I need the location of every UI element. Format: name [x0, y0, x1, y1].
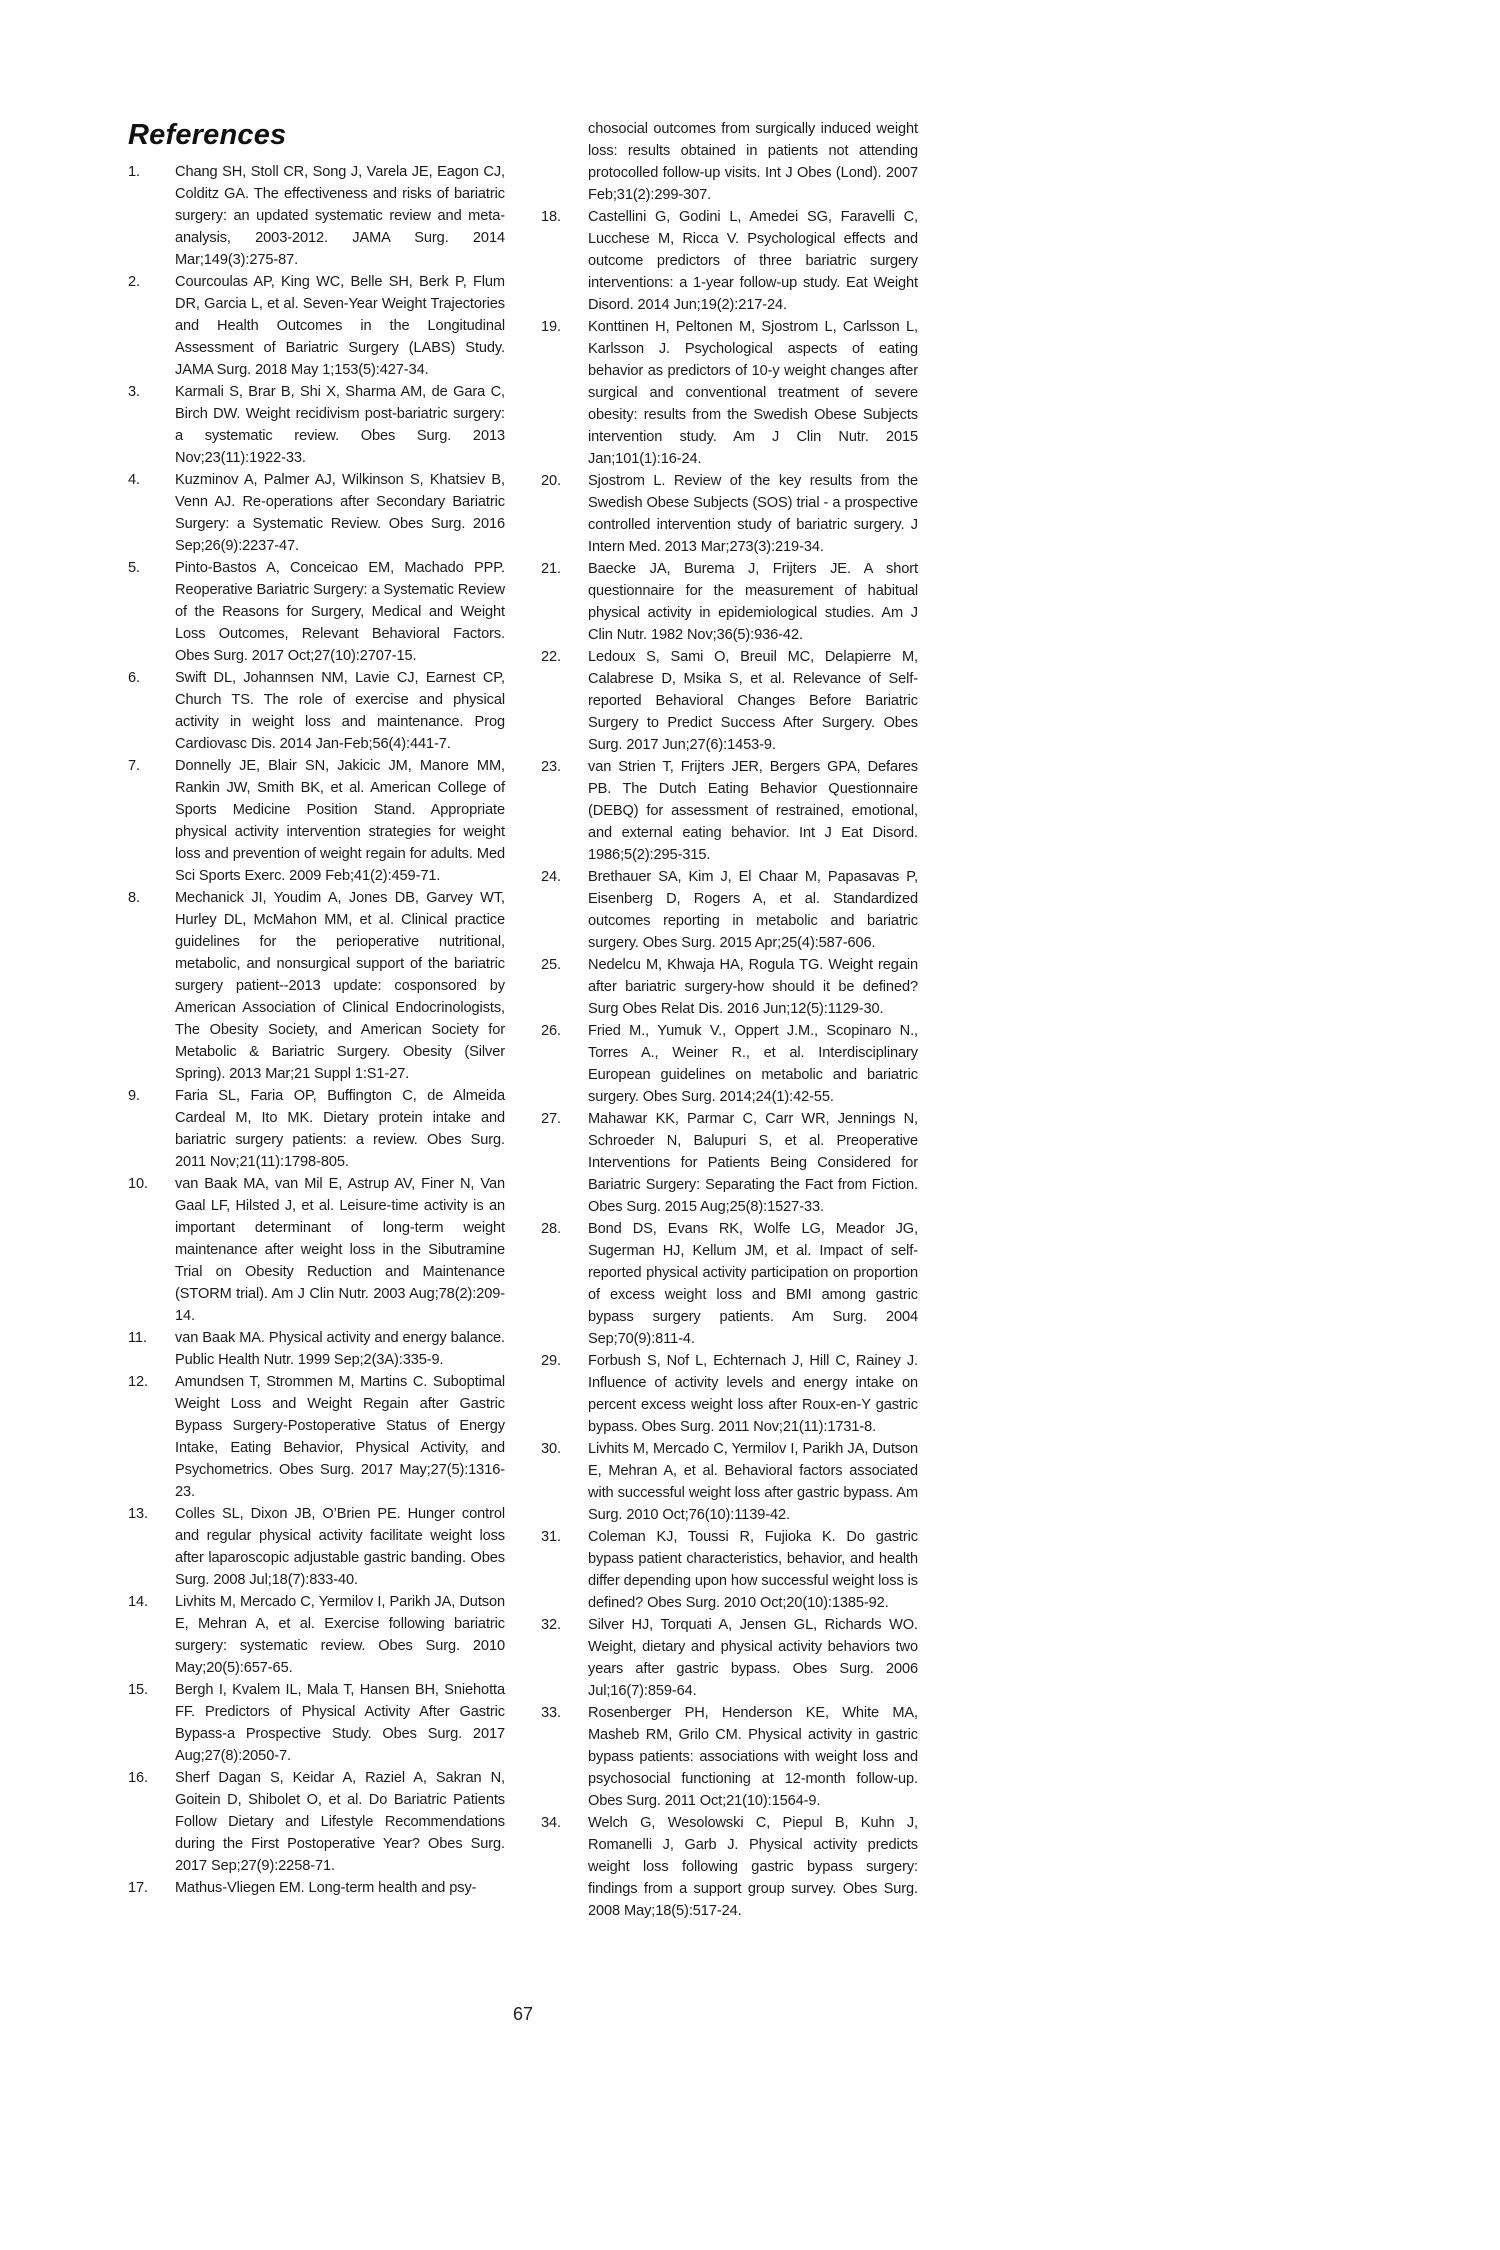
- reference-item: [541, 756, 918, 866]
- reference-item: [541, 1614, 918, 1702]
- reference-text: Konttinen H, Peltonen M, Sjostrom L, Carlsson L, Karlsson J. Psychological aspects of eating behavior as predictors of 10-y weight changes after surgical and conventional treatment of severe obesity: results from the Swedish Obese Subjects intervention study. Am J Clin Nutr. 2015 Jan;101(1):16-24.: [588, 319, 918, 467]
- reference-text: Forbush S, Nof L, Echternach J, Hill C, Rainey J. Influence of activity levels and energy intake on percent excess weight loss after Roux-en-Y gastric bypass. Obes Surg. 2011 Nov;21(11):1731-8.: [588, 1353, 918, 1435]
- reference-text: Rosenberger PH, Henderson KE, White MA, Masheb RM, Grilo CM. Physical activity in gastric bypass patients: associations with weight loss and psychosocial functioning at 12-month follow-up. Obes Surg. 2011 Oct;21(10):1564-9.: [588, 1705, 918, 1809]
- reference-number: 16.: [128, 1770, 148, 1786]
- reference-number: [541, 118, 588, 206]
- reference-number: 12.: [128, 1374, 148, 1390]
- reference-text: Coleman KJ, Toussi R, Fujioka K. Do gastric bypass patient characteristics, behavior, and health differ depending upon how successful weight loss is defined? Obes Surg. 2010 Oct;20(10):1385-92.: [588, 1529, 918, 1611]
- reference-text: Baecke JA, Burema J, Frijters JE. A short questionnaire for the measurement of habitual physical activity in epidemiological studies. Am J Clin Nutr. 1982 Nov;36(5):936-42.: [588, 561, 918, 643]
- reference-number: 7.: [128, 758, 140, 774]
- reference-number: 26.: [541, 1023, 561, 1039]
- reference-item: [128, 1877, 505, 1899]
- reference-text: Colles SL, Dixon JB, O’Brien PE. Hunger control and regular physical activity facilitate weight loss after laparoscopic adjustable gastric banding. Obes Surg. 2008 Jul;18(7):833-40.: [175, 1506, 505, 1588]
- reference-text: Amundsen T, Strommen M, Martins C. Suboptimal Weight Loss and Weight Regain after Gastric Bypass Surgery-Postoperative Status of Energy Intake, Eating Behavior, Physical Activity, and Psychometrics. Obes Surg. 2017 May;27(5):1316-23.: [175, 1374, 505, 1500]
- reference-text: Bergh I, Kvalem IL, Mala T, Hansen BH, Sniehotta FF. Predictors of Physical Activity After Gastric Bypass-a Prospective Study. Obes Surg. 2017 Aug;27(8):2050-7.: [175, 1682, 505, 1764]
- reference-number: 2.: [128, 274, 140, 290]
- reference-item: [128, 557, 505, 667]
- reference-number: 17.: [128, 1880, 148, 1896]
- reference-item: [128, 1327, 505, 1371]
- reference-item: [128, 1173, 505, 1327]
- reference-number: 3.: [128, 384, 140, 400]
- reference-number: 5.: [128, 560, 140, 576]
- reference-number: 22.: [541, 649, 561, 665]
- reference-number: 33.: [541, 1705, 561, 1721]
- reference-item: [541, 866, 918, 954]
- reference-item: [541, 1702, 918, 1812]
- reference-item: [541, 118, 918, 206]
- reference-item: [541, 1218, 918, 1350]
- reference-number: 21.: [541, 561, 561, 577]
- reference-text: van Baak MA, van Mil E, Astrup AV, Finer N, Van Gaal LF, Hilsted J, et al. Leisure-time activity is an important determinant of long-term weight maintenance after weight loss in the Sibutramine Trial on Obesity Reduction and Maintenance (STORM trial). Am J Clin Nutr. 2003 Aug;78(2):209-14.: [175, 1176, 505, 1324]
- reference-text: Nedelcu M, Khwaja HA, Rogula TG. Weight regain after bariatric surgery-how should it be defined? Surg Obes Relat Dis. 2016 Jun;12(5):1129-30.: [588, 957, 918, 1017]
- references-heading: References: [128, 119, 287, 151]
- reference-text: van Baak MA. Physical activity and energy balance. Public Health Nutr. 1999 Sep;2(3A):335-9.: [175, 1330, 505, 1368]
- reference-item: [128, 1767, 505, 1877]
- reference-number: 34.: [541, 1815, 561, 1831]
- reference-text: van Strien T, Frijters JER, Bergers GPA, Defares PB. The Dutch Eating Behavior Questionnaire (DEBQ) for assessment of restrained, emotional, and external eating behavior. Int J Eat Disord. 1986;5(2):295-315.: [588, 759, 918, 863]
- reference-item: [541, 954, 918, 1020]
- reference-item: [128, 1679, 505, 1767]
- reference-number: 25.: [541, 957, 561, 973]
- reference-number: 31.: [541, 1529, 561, 1545]
- reference-text: Welch G, Wesolowski C, Piepul B, Kuhn J, Romanelli J, Garb J. Physical activity predicts weight loss following gastric bypass surgery: findings from a support group survey. Obes Surg. 2008 May;18(5):517-24.: [588, 1815, 918, 1919]
- reference-number: 15.: [128, 1682, 148, 1698]
- reference-text: Swift DL, Johannsen NM, Lavie CJ, Earnest CP, Church TS. The role of exercise and physical activity in weight loss and maintenance. Prog Cardiovasc Dis. 2014 Jan-Feb;56(4):441-7.: [175, 670, 505, 752]
- reference-text: Fried M., Yumuk V., Oppert J.M., Scopinaro N., Torres A., Weiner R., et al. Interdisciplinary European guidelines on metabolic and bariatric surgery. Obes Surg. 2014;24(1):42-55.: [588, 1023, 918, 1105]
- reference-number: 6.: [128, 670, 140, 686]
- reference-number: 28.: [541, 1221, 561, 1237]
- reference-text: Ledoux S, Sami O, Breuil MC, Delapierre M, Calabrese D, Msika S, et al. Relevance of Self-reported Behavioral Changes Before Bariatric Surgery to Predict Success After Surgery. Obes Surg. 2017 Jun;27(6):1453-9.: [588, 649, 918, 753]
- reference-text: Brethauer SA, Kim J, El Chaar M, Papasavas P, Eisenberg D, Rogers A, et al. Standardized outcomes reporting in metabolic and bariatric surgery. Obes Surg. 2015 Apr;25(4):587-606.: [588, 869, 918, 951]
- reference-item: [128, 887, 505, 1085]
- reference-item: [128, 161, 505, 271]
- reference-list-right: [541, 118, 918, 1922]
- reference-text: Faria SL, Faria OP, Buffington C, de Almeida Cardeal M, Ito MK. Dietary protein intake and bariatric surgery patients: a review. Obes Surg. 2011 Nov;21(11):1798-805.: [175, 1088, 505, 1170]
- reference-item: [541, 558, 918, 646]
- reference-number: 4.: [128, 472, 140, 488]
- page-number: 67: [512, 2004, 534, 2024]
- reference-number: 24.: [541, 869, 561, 885]
- reference-item: [541, 1350, 918, 1438]
- reference-item: [541, 1020, 918, 1108]
- reference-number: 29.: [541, 1353, 561, 1369]
- reference-number: 30.: [541, 1441, 561, 1457]
- reference-text: Mathus-Vliegen EM. Long-term health and psy-: [175, 1880, 477, 1896]
- reference-number: 27.: [541, 1111, 561, 1127]
- reference-number: 8.: [128, 890, 140, 906]
- reference-text: Castellini G, Godini L, Amedei SG, Faravelli C, Lucchese M, Ricca V. Psychological effects and outcome predictors of three bariatric surgery interventions: a 1-year follow-up study. Eat Weight Disord. 2014 Jun;19(2):217-24.: [588, 209, 918, 313]
- reference-number: 10.: [128, 1176, 148, 1192]
- reference-item: [128, 469, 505, 557]
- reference-text: Karmali S, Brar B, Shi X, Sharma AM, de Gara C, Birch DW. Weight recidivism post-bariatric surgery: a systematic review. Obes Surg. 2013 Nov;23(11):1922-33.: [175, 384, 505, 466]
- reference-text: Chang SH, Stoll CR, Song J, Varela JE, Eagon CJ, Colditz GA. The effectiveness and risks of bariatric surgery: an updated systematic review and meta-analysis, 2003-2012. JAMA Surg. 2014 Mar;149(3):275-87.: [175, 164, 505, 268]
- reference-item: [128, 1503, 505, 1591]
- reference-item: [128, 381, 505, 469]
- reference-item: [541, 1438, 918, 1526]
- reference-text: Sjostrom L. Review of the key results from the Swedish Obese Subjects (SOS) trial - a prospective controlled intervention study of bariatric surgery. J Intern Med. 2013 Mar;273(3):219-34.: [588, 473, 918, 555]
- reference-text: Kuzminov A, Palmer AJ, Wilkinson S, Khatsiev B, Venn AJ. Re-operations after Secondary Bariatric Surgery: a Systematic Review. Obes Surg. 2016 Sep;26(9):2237-47.: [175, 472, 505, 554]
- reference-text: Silver HJ, Torquati A, Jensen GL, Richards WO. Weight, dietary and physical activity behaviors two years after gastric bypass. Obes Surg. 2006 Jul;16(7):859-64.: [588, 1617, 918, 1699]
- reference-item: [541, 646, 918, 756]
- reference-text: Mechanick JI, Youdim A, Jones DB, Garvey WT, Hurley DL, McMahon MM, et al. Clinical practice guidelines for the perioperative nutritional, metabolic, and nonsurgical support of the bariatric surgery patient--2013 update: cosponsored by American Association of Clinical Endocrinologists, The Obesity Society, and American Society for Metabolic & Bariatric Surgery. Obesity (Silver Spring). 2013 Mar;21 Suppl 1:S1-27.: [175, 890, 505, 1082]
- reference-text: Sherf Dagan S, Keidar A, Raziel A, Sakran N, Goitein D, Shibolet O, et al. Do Bariatric Patients Follow Dietary and Lifestyle Recommendations during the First Postoperative Year? Obes Surg. 2017 Sep;27(9):2258-71.: [175, 1770, 505, 1874]
- reference-text: chosocial outcomes from surgically induced weight loss: results obtained in patients not attending protocolled follow-up visits. Int J Obes (Lond). 2007 Feb;31(2):299-307.: [588, 121, 918, 203]
- reference-item: [128, 1591, 505, 1679]
- reference-item: [541, 206, 918, 316]
- reference-number: 18.: [541, 209, 561, 225]
- reference-number: 14.: [128, 1594, 148, 1610]
- reference-item: [128, 1085, 505, 1173]
- references-column-right: [541, 118, 918, 1922]
- reference-item: [541, 316, 918, 470]
- reference-text: Bond DS, Evans RK, Wolfe LG, Meador JG, Sugerman HJ, Kellum JM, et al. Impact of self-reported physical activity participation on proportion of excess weight loss and BMI among gastric bypass surgery patients. Am Surg. 2004 Sep;70(9):811-4.: [588, 1221, 918, 1347]
- reference-item: [541, 1526, 918, 1614]
- reference-text: Livhits M, Mercado C, Yermilov I, Parikh JA, Dutson E, Mehran A, et al. Exercise following bariatric surgery: systematic review. Obes Surg. 2010 May;20(5):657-65.: [175, 1594, 505, 1676]
- reference-number: 23.: [541, 759, 561, 775]
- reference-text: Mahawar KK, Parmar C, Carr WR, Jennings N, Schroeder N, Balupuri S, et al. Preoperative Interventions for Patients Being Considered for Bariatric Surgery: Separating the Fact from Fiction. Obes Surg. 2015 Aug;25(8):1527-33.: [588, 1111, 918, 1215]
- reference-list-left: [128, 161, 505, 1899]
- reference-text: Pinto-Bastos A, Conceicao EM, Machado PPP. Reoperative Bariatric Surgery: a Systematic Review of the Reasons for Surgery, Medical and Weight Loss Outcomes, Relevant Behavioral Factors. Obes Surg. 2017 Oct;27(10):2707-15.: [175, 560, 505, 664]
- reference-number: 9.: [128, 1088, 140, 1104]
- reference-number: 20.: [541, 473, 561, 489]
- reference-text: Donnelly JE, Blair SN, Jakicic JM, Manore MM, Rankin JW, Smith BK, et al. American College of Sports Medicine Position Stand. Appropriate physical activity intervention strategies for weight loss and prevention of weight regain for adults. Med Sci Sports Exerc. 2009 Feb;41(2):459-71.: [175, 758, 505, 884]
- reference-item: [128, 755, 505, 887]
- reference-number: 11.: [128, 1330, 147, 1346]
- reference-number: 32.: [541, 1617, 561, 1633]
- reference-number: 19.: [541, 319, 561, 335]
- reference-item: [541, 470, 918, 558]
- reference-text: Courcoulas AP, King WC, Belle SH, Berk P, Flum DR, Garcia L, et al. Seven-Year Weight Trajectories and Health Outcomes in the Longitudinal Assessment of Bariatric Surgery (LABS) Study. JAMA Surg. 2018 May 1;153(5):427-34.: [175, 274, 505, 378]
- reference-item: [128, 271, 505, 381]
- reference-item: [541, 1108, 918, 1218]
- reference-number: 13.: [128, 1506, 148, 1522]
- reference-item: [128, 1371, 505, 1503]
- references-content: [128, 118, 918, 1922]
- references-column-left: [128, 118, 505, 1899]
- reference-number: 1.: [128, 164, 140, 180]
- reference-item: [128, 667, 505, 755]
- reference-text: Livhits M, Mercado C, Yermilov I, Parikh JA, Dutson E, Mehran A, et al. Behavioral factors associated with successful weight loss after gastric bypass. Am Surg. 2010 Oct;76(10):1139-42.: [588, 1441, 918, 1523]
- reference-item: [541, 1812, 918, 1922]
